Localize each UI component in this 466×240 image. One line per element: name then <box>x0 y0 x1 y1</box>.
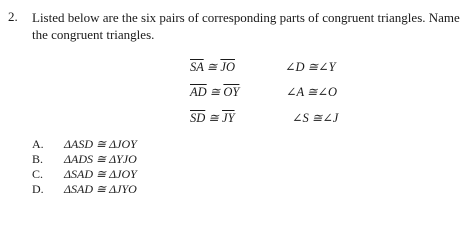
segment-pair-2 <box>190 84 239 100</box>
segment-right: $\overline{JY}$ <box>222 111 235 125</box>
segment-pair-3 <box>190 110 235 126</box>
choice-d-text[interactable]: ΔSAD ≅ ΔJYO <box>64 182 137 196</box>
choice-d-letter[interactable]: D. <box>32 182 44 196</box>
segment-right: $\overline{JO}$ <box>220 60 235 74</box>
congruent-symbol: ≅ <box>206 60 218 74</box>
choice-b-text[interactable]: ΔADS ≅ ΔYJO <box>64 152 137 166</box>
question-number: 2. <box>8 9 18 24</box>
congruent-symbol: ≅ <box>209 85 221 99</box>
congruent-symbol: ≅ <box>208 111 219 125</box>
choice-a-text[interactable]: ΔASD ≅ ΔJOY <box>64 137 137 151</box>
segment-left: $\overline{SA}$ <box>190 60 204 74</box>
choice-a-letter[interactable]: A. <box>32 137 44 151</box>
segment-left: $\overline{AD}$ <box>190 85 207 99</box>
question-text: Listed below are the six pairs of corresponding parts of congruent triangles. Name the congruent triangles. <box>32 10 460 42</box>
angle-pair-2: ∠A ≅∠O <box>286 85 337 99</box>
segment-right: $\overline{OY}$ <box>223 85 240 99</box>
choice-c-letter[interactable]: C. <box>32 167 44 181</box>
segment-left: $\overline{SD}$ <box>190 111 206 125</box>
choice-b-letter[interactable]: B. <box>32 152 44 166</box>
angle-pair-1: ∠D ≅∠Y <box>285 60 336 74</box>
angle-pair-3: ∠S ≅∠J <box>292 111 339 125</box>
segment-pair-1 <box>190 59 235 75</box>
choice-c-text[interactable]: ΔSAD ≅ ΔJOY <box>64 167 137 181</box>
